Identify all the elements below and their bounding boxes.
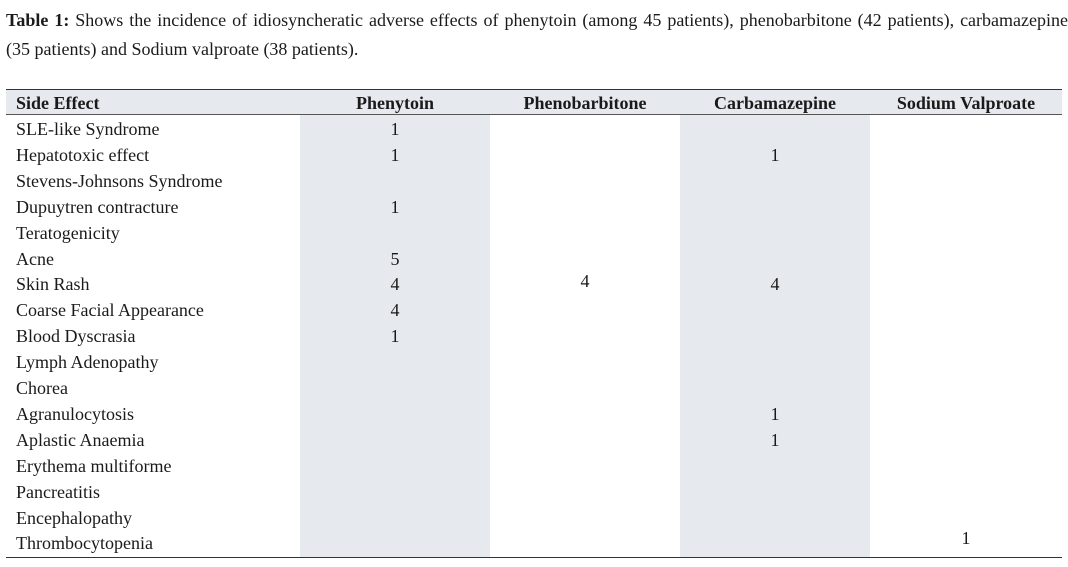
cell-phenytoin: 1 [390, 144, 400, 165]
cell-side-effect: Dupuytren contracture [16, 196, 179, 217]
caption-text: Shows the incidence of idiosyncheratic adverse effects of phenytoin (among 45 patients), phenobarbitone (42 patients), carbamazepine (35 patients) and Sodium valproate (38 patients). [6, 10, 1068, 59]
table-caption [6, 6, 1068, 64]
header-carbamazepine: Carbamazepine [714, 93, 836, 113]
cell-carbamazepine: 1 [770, 429, 780, 450]
cell-phenytoin: 4 [390, 274, 400, 295]
cell-side-effect: Lymph Adenopathy [16, 352, 159, 373]
cell-side-effect: Aplastic Anaemia [16, 429, 145, 450]
cell-sodium-valproate: 1 [961, 528, 971, 549]
cell-side-effect: Stevens-Johnsons Syndrome [16, 170, 223, 191]
cell-side-effect: Pancreatitis [16, 481, 100, 502]
cell-phenytoin: 1 [390, 196, 400, 217]
caption-label: Table 1: [6, 10, 70, 30]
cell-carbamazepine: 1 [770, 403, 780, 424]
header-phenobarbitone: Phenobarbitone [523, 93, 647, 113]
cell-carbamazepine: 4 [770, 274, 780, 295]
cell-side-effect: Hepatotoxic effect [16, 144, 150, 165]
cell-side-effect: Skin Rash [16, 274, 90, 295]
cell-side-effect: Encephalopathy [16, 507, 132, 528]
header-side-effect: Side Effect [16, 93, 100, 113]
cell-side-effect: SLE-like Syndrome [16, 119, 160, 139]
cell-phenytoin: 1 [390, 119, 400, 139]
header-sodium-valproate: Sodium Valproate [896, 93, 1036, 113]
cell-side-effect: Erythema multiforme [16, 455, 172, 476]
cell-phenytoin: 1 [390, 326, 400, 347]
cell-phenytoin: 5 [390, 248, 400, 269]
phenobarbitone-merged-value: 4 [580, 271, 590, 291]
cell-side-effect: Agranulocytosis [16, 403, 134, 424]
cell-side-effect: Teratogenicity [16, 222, 120, 243]
cell-phenytoin: 4 [390, 300, 400, 321]
cell-side-effect: Chorea [16, 378, 68, 398]
cell-side-effect: Coarse Facial Appearance [16, 300, 204, 321]
cell-carbamazepine: 1 [770, 144, 780, 165]
header-phenytoin: Phenytoin [355, 93, 434, 113]
cell-side-effect: Blood Dyscrasia [16, 326, 136, 347]
cell-side-effect: Thrombocytopenia [16, 533, 153, 554]
cell-side-effect: Acne [16, 248, 54, 269]
side-effects-table [6, 89, 1062, 558]
